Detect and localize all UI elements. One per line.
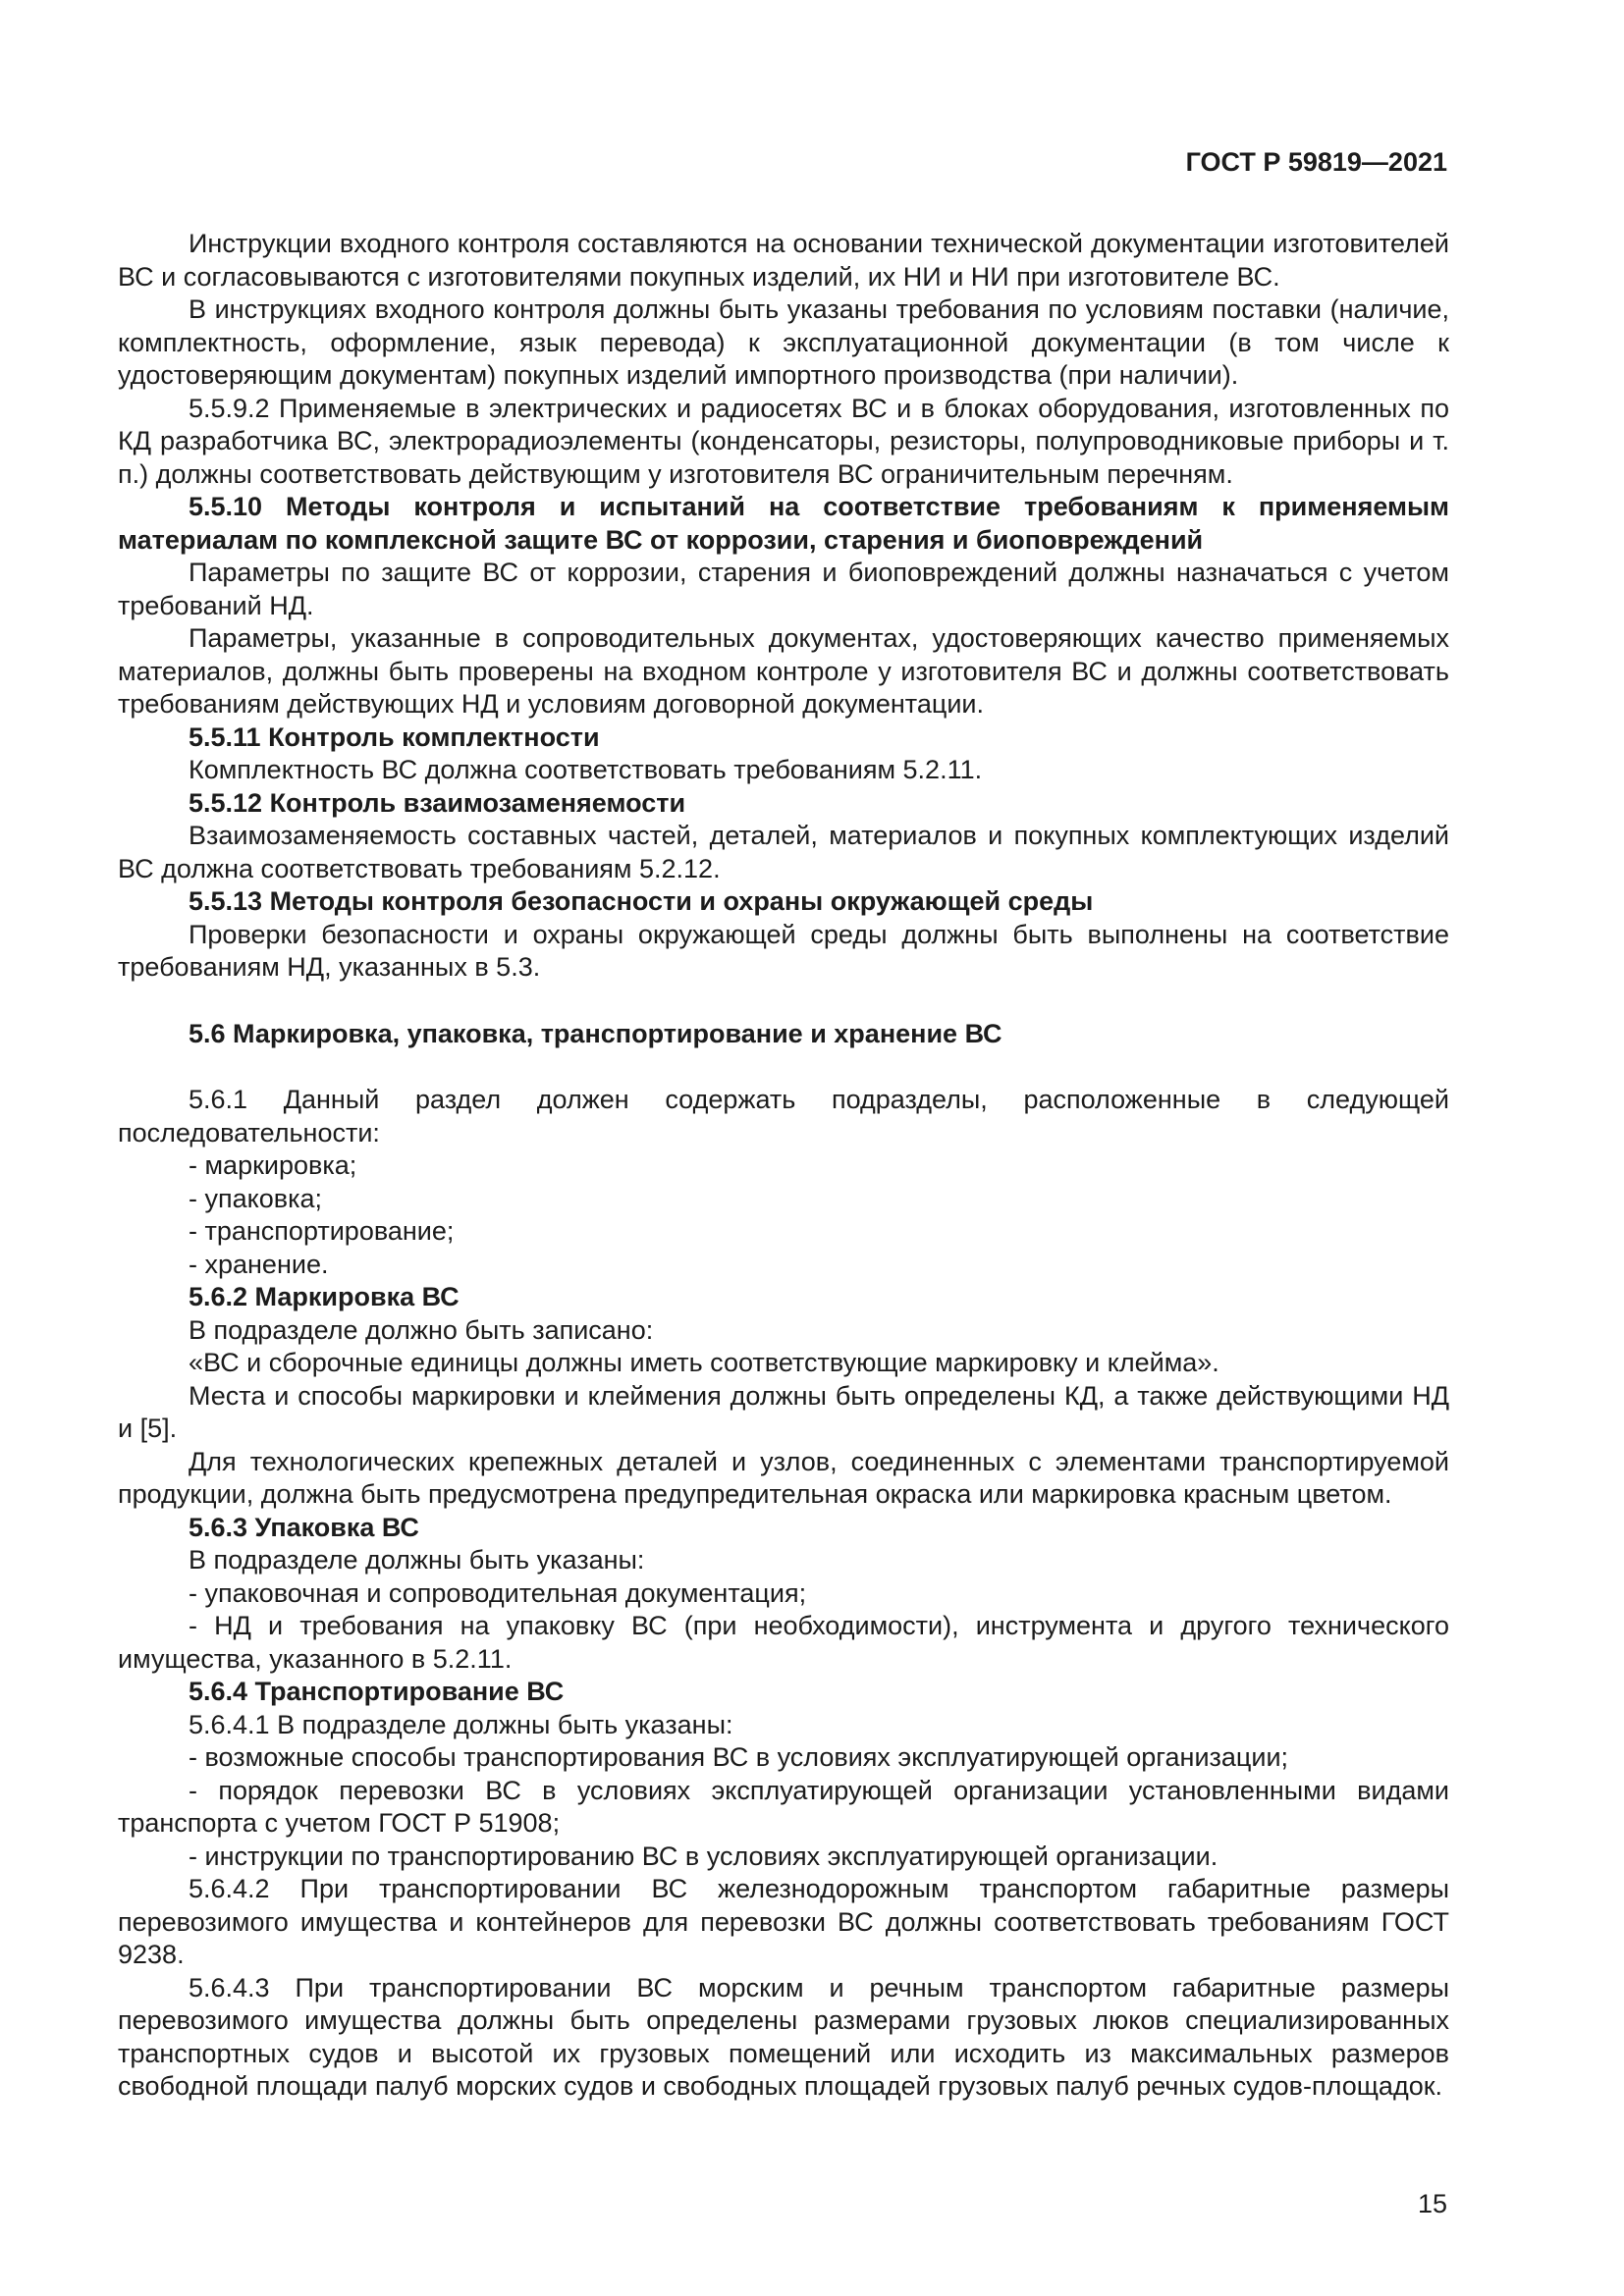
list-item: - порядок перевозки ВС в условиях эксплуатирующей организации установленными видами транспорта с учетом ГОСТ Р 51908;	[118, 1775, 1449, 1838]
page-body	[118, 228, 1449, 2104]
list-item: - маркировка;	[189, 1150, 357, 1180]
section-heading-5-5-13: 5.5.13 Методы контроля безопасности и охраны окружающей среды	[189, 886, 1094, 916]
paragraph: 5.5.9.2 Применяемые в электрических и радиосетях ВС и в блоках оборудования, изготовленных по КД разработчика ВС, электрорадиоэлементы (конденсаторы, резисторы, полупроводниковые приборы и т. п.) должны соответствовать действующим у изготовителя ВС ограничительным перечням.	[118, 393, 1449, 489]
paragraph: Параметры, указанные в сопроводительных документах, удостоверяющих качество применяемых материалов, должны быть проверены на входном контроле у изготовителя ВС и должны соответствовать требованиям действующих НД и условиям договорной документации.	[118, 623, 1449, 719]
section-heading-5-5-10: 5.5.10 Методы контроля и испытаний на соответствие требованиям к применяемым материалам по комплексной защите ВС от коррозии, старения и биоповреждений	[118, 492, 1449, 555]
document-code: ГОСТ Р 59819—2021	[1185, 147, 1447, 177]
list-item: - упаковка;	[189, 1183, 323, 1213]
paragraph: «ВС и сборочные единицы должны иметь соответствующие маркировку и клейма».	[189, 1348, 1219, 1377]
paragraph: 5.6.4.1 В подразделе должны быть указаны:	[189, 1709, 733, 1739]
page-number: 15	[1417, 2189, 1447, 2218]
paragraph: Инструкции входного контроля составляются на основании технической документации изготовителей ВС и согласовываются с изготовителями покупных изделий, их НИ и НИ при изготовителе ВС.	[118, 229, 1449, 292]
paragraph: Комплектность ВС должна соответствовать требованиям 5.2.11.	[189, 755, 983, 784]
paragraph: Параметры по защите ВС от коррозии, старения и биоповреждений должны назначаться с учетом требований НД.	[118, 558, 1449, 620]
paragraph: В инструкциях входного контроля должны быть указаны требования по условиям поставки (наличие, комплектность, оформление, язык перевода) к эксплуатационной документации (в том числе к удостоверяющим документам) покупных изделий импортного производства (при наличии).	[118, 294, 1449, 390]
section-heading-5-6: 5.6 Маркировка, упаковка, транспортирование и хранение ВС	[189, 1018, 1002, 1048]
section-heading-5-5-12: 5.5.12 Контроль взаимозаменяемости	[189, 787, 686, 818]
paragraph: В подразделе должны быть указаны:	[189, 1545, 645, 1575]
paragraph: В подразделе должно быть записано:	[189, 1314, 654, 1345]
section-heading-5-5-11: 5.5.11 Контроль комплектности	[189, 721, 600, 752]
list-item: - транспортирование;	[189, 1216, 455, 1246]
paragraph: Проверки безопасности и охраны окружающей среды должны быть выполнены на соответствие требованиям НД, указанных в 5.3.	[118, 919, 1449, 982]
section-heading-5-6-3: 5.6.3 Упаковка ВС	[189, 1512, 419, 1542]
paragraph: 5.6.4.3 При транспортировании ВС морским и речным транспортом габаритные размеры перевозимого имущества должны быть определены размерами грузовых люков специализированных транспортных судов и высотой их грузовых помещений или исходить из максимальных размеров свободной площади палуб морских судов и свободных площадей грузовых палуб речных судов-площадок.	[118, 1972, 1449, 2101]
list-item: - возможные способы транспортирования ВС в условиях эксплуатирующей организации;	[189, 1742, 1289, 1772]
section-heading-5-6-2: 5.6.2 Маркировка ВС	[189, 1282, 460, 1311]
paragraph: 5.6.1 Данный раздел должен содержать подразделы, расположенные в следующей последовательности:	[118, 1085, 1449, 1148]
paragraph: Взаимозаменяемость составных частей, деталей, материалов и покупных комплектующих изделий ВС должна соответствовать требованиям 5.2.12.	[118, 821, 1449, 883]
section-heading-5-6-4: 5.6.4 Транспортирование ВС	[189, 1677, 565, 1706]
list-item: - инструкции по транспортированию ВС в условиях эксплуатирующей организации.	[189, 1841, 1218, 1871]
list-item: - НД и требования на упаковку ВС (при необходимости), инструмента и другого технического имущества, указанного в 5.2.11.	[118, 1611, 1449, 1674]
list-item: - хранение.	[189, 1249, 329, 1279]
paragraph: 5.6.4.2 При транспортировании ВС железнодорожным транспортом габаритные размеры перевозимого имущества и контейнеров для перевозки ВС должны соответствовать требованиям ГОСТ 9238.	[118, 1874, 1449, 1969]
list-item: - упаковочная и сопроводительная документация;	[189, 1577, 807, 1608]
paragraph: Для технологических крепежных деталей и узлов, соединенных с элементами транспортируемой продукции, должна быть предусмотрена предупредительная окраска или маркировка красным цветом.	[118, 1446, 1449, 1509]
paragraph: Места и способы маркировки и клеймения должны быть определены КД, а также действующими НД и [5].	[118, 1380, 1449, 1443]
